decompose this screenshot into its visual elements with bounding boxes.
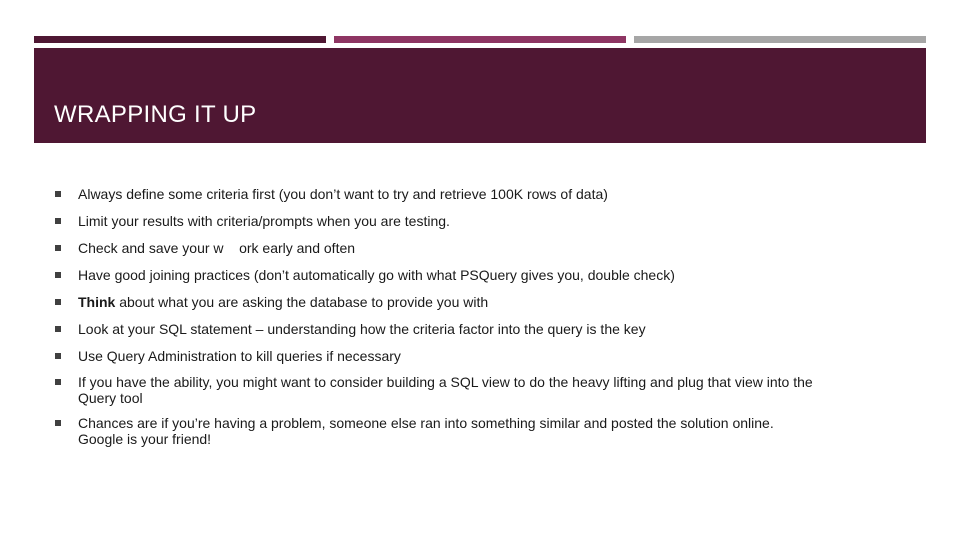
- bullet-text: Look at your SQL statement – understanding how the criteria factor into the query is the key: [78, 321, 646, 337]
- list-item: [55, 294, 815, 310]
- bullet-text: If you have the ability, you might want to consider building a SQL view to do the heavy lifting and plug that view into the Query tool: [78, 374, 813, 406]
- list-item: [55, 186, 815, 202]
- bullet-text: Always define some criteria first (you don’t want to try and retrieve 100K rows of data): [78, 186, 608, 202]
- square-bullet-icon: [55, 299, 61, 305]
- accent-bar-dark: [34, 36, 326, 43]
- list-item: [55, 267, 815, 283]
- accent-bar-gray: [634, 36, 926, 43]
- list-item: [55, 374, 815, 406]
- bullet-text: about what you are asking the database to provide you with: [115, 294, 489, 310]
- list-item: [55, 415, 815, 447]
- square-bullet-icon: [55, 379, 61, 385]
- bullet-text: Chances are if you’re having a problem, someone else ran into something similar and posted the solution online. Google is your friend!: [78, 415, 782, 447]
- bullet-text: Use Query Administration to kill queries if necessary: [78, 348, 401, 364]
- slide-title: WRAPPING IT UP: [54, 101, 257, 128]
- title-band: [34, 48, 926, 143]
- square-bullet-icon: [55, 420, 61, 426]
- list-item: [55, 348, 815, 364]
- square-bullet-icon: [55, 326, 61, 332]
- list-item: [55, 213, 815, 229]
- bullet-text: Limit your results with criteria/prompts when you are testing.: [78, 213, 450, 229]
- bullet-bold-text: Think: [78, 294, 116, 310]
- bullet-text: Have good joining practices (don’t automatically go with what PSQuery gives you, double check): [78, 267, 675, 283]
- square-bullet-icon: [55, 272, 61, 278]
- list-item: [55, 321, 815, 337]
- accent-bar-magenta: [334, 36, 626, 43]
- bullet-text: Check and save your w ork early and often: [78, 240, 356, 256]
- square-bullet-icon: [55, 353, 61, 359]
- bullet-list: [55, 182, 815, 447]
- square-bullet-icon: [55, 218, 61, 224]
- square-bullet-icon: [55, 191, 61, 197]
- list-item: [55, 240, 815, 256]
- square-bullet-icon: [55, 245, 61, 251]
